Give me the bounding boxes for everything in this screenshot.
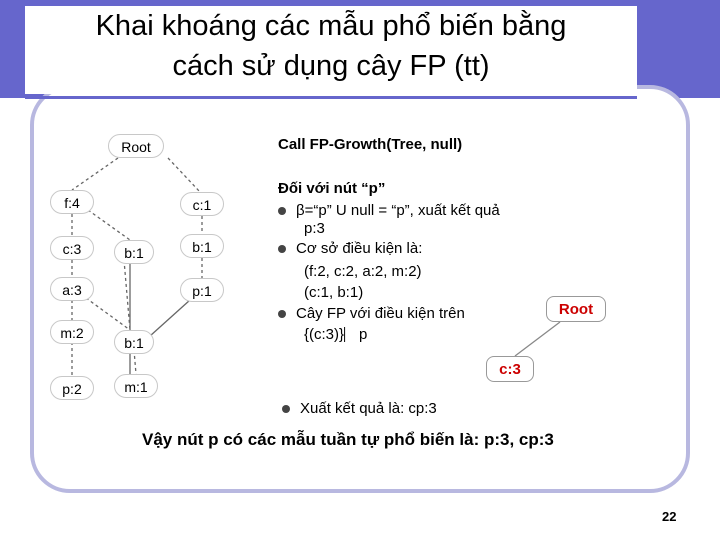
slide-title-line2: cách sử dụng cây FP (tt) — [172, 50, 490, 82]
page-number: 22 — [662, 509, 677, 524]
cond-edge-root-c3 — [515, 322, 560, 356]
result-bullet — [282, 400, 437, 417]
bullet-2-line2: (f:2, c:2, a:2, m:2) — [304, 263, 422, 280]
tree-node-m1: m:1 — [114, 374, 158, 398]
cond-tree-node-c3: c:3 — [486, 356, 534, 382]
explanation-heading: Đối với nút “p” — [278, 180, 386, 197]
tree-node-b1-right: b:1 — [180, 234, 224, 258]
call-text: Call FP-Growth(Tree, null) — [278, 136, 463, 153]
tree-node-a3: a:3 — [50, 277, 94, 301]
conclusion-text: Vậy nút p có các mẫu tuần tự phổ biến là: p:3, cp:3 — [142, 430, 554, 449]
tree-node-c1: c:1 — [180, 192, 224, 216]
tree-root-node: Root — [108, 134, 164, 158]
bullet-3-line1: Cây FP với điều kiện trên — [296, 305, 465, 322]
bullet-3-line2: {(c:3)}⎸p — [304, 326, 368, 343]
result-bullet-text: Xuất kết quả là: cp:3 — [300, 400, 437, 417]
tree-node-m2: m:2 — [50, 320, 94, 344]
tree-node-p1: p:1 — [180, 278, 224, 302]
slide-title-line1: Khai khoáng các mẫu phổ biến bằng — [95, 10, 567, 42]
bullet-1-line1: β=“p” U null = “p”, xuất kết quả — [296, 202, 500, 219]
tree-node-b1-low: b:1 — [114, 330, 154, 354]
bullet-1-line2: p:3 — [304, 220, 325, 237]
tree-node-c3: c:3 — [50, 236, 94, 260]
cond-tree-root: Root — [546, 296, 606, 322]
tree-node-b1-mid: b:1 — [114, 240, 154, 264]
bullet-dot-icon — [282, 405, 290, 413]
bullet-2-line1: Cơ sở điều kiện là: — [296, 240, 423, 257]
tree-node-f4: f:4 — [50, 190, 94, 214]
bullet-2-line3: (c:1, b:1) — [304, 284, 364, 301]
tree-node-p2: p:2 — [50, 376, 94, 400]
